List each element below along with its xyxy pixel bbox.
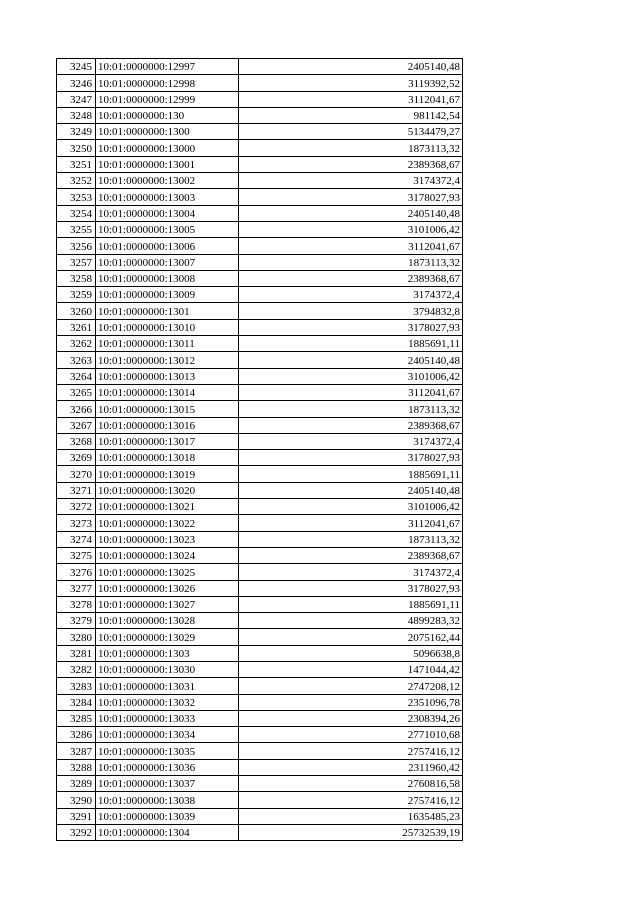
cadastral-number-cell: 10:01:0000000:13022: [96, 515, 239, 531]
cadastral-number-cell: 10:01:0000000:13025: [96, 564, 239, 580]
row-number-cell: 3280: [57, 629, 96, 645]
row-number-cell: 3261: [57, 319, 96, 335]
cadastral-number-cell: 10:01:0000000:13008: [96, 270, 239, 286]
cadastral-value-cell: 5096638,8: [239, 645, 463, 661]
row-number-cell: 3253: [57, 189, 96, 205]
row-number-cell: 3285: [57, 710, 96, 726]
table-row: [57, 776, 463, 792]
row-number-cell: 3277: [57, 580, 96, 596]
cadastral-value-cell: 2771010,68: [239, 727, 463, 743]
row-number-cell: 3281: [57, 645, 96, 661]
table-row: [57, 205, 463, 221]
table-row: [57, 91, 463, 107]
row-number-cell: 3288: [57, 759, 96, 775]
cadastral-value-cell: 3174372,4: [239, 173, 463, 189]
cadastral-number-cell: 10:01:0000000:13033: [96, 710, 239, 726]
cadastral-value-cell: 2405140,48: [239, 205, 463, 221]
cadastral-number-cell: 10:01:0000000:13026: [96, 580, 239, 596]
cadastral-value-cell: 981142,54: [239, 107, 463, 123]
cadastral-value-cell: 3178027,93: [239, 450, 463, 466]
table-row: [57, 466, 463, 482]
row-number-cell: 3291: [57, 808, 96, 824]
row-number-cell: 3257: [57, 254, 96, 270]
cadastral-value-cell: 2075162,44: [239, 629, 463, 645]
row-number-cell: 3259: [57, 287, 96, 303]
row-number-cell: 3284: [57, 694, 96, 710]
table-row: [57, 694, 463, 710]
cadastral-value-cell: 2405140,48: [239, 482, 463, 498]
table-row: [57, 515, 463, 531]
cadastral-number-cell: 10:01:0000000:13027: [96, 596, 239, 612]
row-number-cell: 3246: [57, 75, 96, 91]
table-row: [57, 482, 463, 498]
cadastral-number-cell: 10:01:0000000:13002: [96, 173, 239, 189]
cadastral-number-cell: 10:01:0000000:13020: [96, 482, 239, 498]
row-number-cell: 3247: [57, 91, 96, 107]
table-row: [57, 384, 463, 400]
cadastral-number-cell: 10:01:0000000:13032: [96, 694, 239, 710]
cadastral-value-cell: 1873113,32: [239, 531, 463, 547]
cadastral-value-cell: 1873113,32: [239, 140, 463, 156]
row-number-cell: 3262: [57, 336, 96, 352]
cadastral-value-cell: 2389368,67: [239, 156, 463, 172]
table-row: [57, 613, 463, 629]
table-row: [57, 531, 463, 547]
cadastral-value-cell: 3178027,93: [239, 319, 463, 335]
cadastral-number-cell: 10:01:0000000:13035: [96, 743, 239, 759]
row-number-cell: 3268: [57, 433, 96, 449]
cadastral-value-cell: 2757416,12: [239, 743, 463, 759]
table-row: [57, 140, 463, 156]
cadastral-number-cell: 10:01:0000000:13004: [96, 205, 239, 221]
row-number-cell: 3286: [57, 727, 96, 743]
table-row: [57, 303, 463, 319]
table-row: [57, 401, 463, 417]
cadastral-value-cell: 2760816,58: [239, 776, 463, 792]
cadastral-number-cell: 10:01:0000000:13030: [96, 661, 239, 677]
row-number-cell: 3245: [57, 59, 96, 75]
cadastral-value-cell: 3174372,4: [239, 564, 463, 580]
cadastral-value-cell: 25732539,19: [239, 824, 463, 840]
row-number-cell: 3287: [57, 743, 96, 759]
table-row: [57, 433, 463, 449]
row-number-cell: 3290: [57, 792, 96, 808]
table-row: [57, 808, 463, 824]
cadastral-number-cell: 10:01:0000000:13023: [96, 531, 239, 547]
cadastral-value-cell: 3178027,93: [239, 580, 463, 596]
row-number-cell: 3270: [57, 466, 96, 482]
table-body: [57, 59, 463, 841]
table-row: [57, 254, 463, 270]
cadastral-number-cell: 10:01:0000000:13011: [96, 336, 239, 352]
cadastral-value-cell: 3101006,42: [239, 221, 463, 237]
row-number-cell: 3264: [57, 368, 96, 384]
row-number-cell: 3272: [57, 499, 96, 515]
cadastral-value-cell: 2351096,78: [239, 694, 463, 710]
table-row: [57, 319, 463, 335]
cadastral-value-cell: 4899283,32: [239, 613, 463, 629]
cadastral-value-cell: 3101006,42: [239, 499, 463, 515]
table-row: [57, 792, 463, 808]
row-number-cell: 3269: [57, 450, 96, 466]
table-row: [57, 629, 463, 645]
cadastral-number-cell: 10:01:0000000:13003: [96, 189, 239, 205]
table-row: [57, 352, 463, 368]
row-number-cell: 3271: [57, 482, 96, 498]
cadastral-number-cell: 10:01:0000000:13017: [96, 433, 239, 449]
row-number-cell: 3256: [57, 238, 96, 254]
cadastral-number-cell: 10:01:0000000:13010: [96, 319, 239, 335]
row-number-cell: 3289: [57, 776, 96, 792]
cadastral-value-cell: 1885691,11: [239, 466, 463, 482]
cadastral-value-cell: 2747208,12: [239, 678, 463, 694]
cadastral-value-cell: 2389368,67: [239, 270, 463, 286]
cadastral-number-cell: 10:01:0000000:130: [96, 107, 239, 123]
row-number-cell: 3252: [57, 173, 96, 189]
table-row: [57, 75, 463, 91]
cadastral-value-cell: 2405140,48: [239, 352, 463, 368]
table-row: [57, 59, 463, 75]
cadastral-value-cell: 3101006,42: [239, 368, 463, 384]
row-number-cell: 3283: [57, 678, 96, 694]
table-row: [57, 173, 463, 189]
row-number-cell: 3267: [57, 417, 96, 433]
row-number-cell: 3260: [57, 303, 96, 319]
cadastral-number-cell: 10:01:0000000:13021: [96, 499, 239, 515]
row-number-cell: 3274: [57, 531, 96, 547]
table-row: [57, 124, 463, 140]
cadastral-number-cell: 10:01:0000000:13001: [96, 156, 239, 172]
table-row: [57, 238, 463, 254]
table-row: [57, 743, 463, 759]
row-number-cell: 3273: [57, 515, 96, 531]
cadastral-value-cell: 1471044,42: [239, 661, 463, 677]
cadastral-number-cell: 10:01:0000000:13006: [96, 238, 239, 254]
cadastral-number-cell: 10:01:0000000:13038: [96, 792, 239, 808]
row-number-cell: 3275: [57, 547, 96, 563]
table-row: [57, 189, 463, 205]
cadastral-value-cell: 3112041,67: [239, 384, 463, 400]
cadastral-value-cell: 2308394,26: [239, 710, 463, 726]
table-row: [57, 221, 463, 237]
cadastral-number-cell: 10:01:0000000:13031: [96, 678, 239, 694]
cadastral-value-cell: 2389368,67: [239, 417, 463, 433]
cadastral-number-cell: 10:01:0000000:1300: [96, 124, 239, 140]
row-number-cell: 3251: [57, 156, 96, 172]
row-number-cell: 3254: [57, 205, 96, 221]
cadastral-number-cell: 10:01:0000000:12999: [96, 91, 239, 107]
cadastral-value-cell: 3112041,67: [239, 238, 463, 254]
table-row: [57, 759, 463, 775]
table-row: [57, 661, 463, 677]
cadastral-number-cell: 10:01:0000000:1303: [96, 645, 239, 661]
cadastral-number-cell: 10:01:0000000:13015: [96, 401, 239, 417]
cadastral-number-cell: 10:01:0000000:13036: [96, 759, 239, 775]
row-number-cell: 3258: [57, 270, 96, 286]
cadastral-value-cell: 3174372,4: [239, 433, 463, 449]
table-row: [57, 710, 463, 726]
cadastral-number-cell: 10:01:0000000:13000: [96, 140, 239, 156]
row-number-cell: 3265: [57, 384, 96, 400]
cadastral-number-cell: 10:01:0000000:13014: [96, 384, 239, 400]
table-row: [57, 564, 463, 580]
cadastral-value-cell: 1885691,11: [239, 336, 463, 352]
cadastral-value-cell: 3174372,4: [239, 287, 463, 303]
row-number-cell: 3249: [57, 124, 96, 140]
cadastral-number-cell: 10:01:0000000:13029: [96, 629, 239, 645]
cadastral-number-cell: 10:01:0000000:1304: [96, 824, 239, 840]
row-number-cell: 3266: [57, 401, 96, 417]
row-number-cell: 3279: [57, 613, 96, 629]
cadastral-number-cell: 10:01:0000000:13009: [96, 287, 239, 303]
table-row: [57, 727, 463, 743]
row-number-cell: 3248: [57, 107, 96, 123]
cadastral-number-cell: 10:01:0000000:13013: [96, 368, 239, 384]
cadastral-value-cell: 2311960,42: [239, 759, 463, 775]
cadastral-number-cell: 10:01:0000000:13016: [96, 417, 239, 433]
cadastral-value-cell: 3178027,93: [239, 189, 463, 205]
table-row: [57, 450, 463, 466]
cadastral-value-cell: 1873113,32: [239, 254, 463, 270]
cadastral-number-cell: 10:01:0000000:13034: [96, 727, 239, 743]
row-number-cell: 3276: [57, 564, 96, 580]
cadastral-value-cell: 1885691,11: [239, 596, 463, 612]
cadastral-number-cell: 10:01:0000000:12997: [96, 59, 239, 75]
table-row: [57, 107, 463, 123]
table-row: [57, 499, 463, 515]
cadastral-value-cell: 2389368,67: [239, 547, 463, 563]
cadastral-value-cell: 1635485,23: [239, 808, 463, 824]
table-row: [57, 417, 463, 433]
row-number-cell: 3250: [57, 140, 96, 156]
table-row: [57, 824, 463, 840]
cadastral-value-cell: 2757416,12: [239, 792, 463, 808]
cadastral-value-cell: 3112041,67: [239, 515, 463, 531]
table-row: [57, 547, 463, 563]
cadastral-number-cell: 10:01:0000000:12998: [96, 75, 239, 91]
cadastral-value-cell: 3112041,67: [239, 91, 463, 107]
table-row: [57, 287, 463, 303]
cadastral-values-table: [56, 58, 463, 841]
cadastral-number-cell: 10:01:0000000:13039: [96, 808, 239, 824]
table-row: [57, 336, 463, 352]
row-number-cell: 3255: [57, 221, 96, 237]
cadastral-number-cell: 10:01:0000000:13005: [96, 221, 239, 237]
cadastral-number-cell: 10:01:0000000:13012: [96, 352, 239, 368]
row-number-cell: 3278: [57, 596, 96, 612]
table-row: [57, 580, 463, 596]
table-row: [57, 678, 463, 694]
row-number-cell: 3263: [57, 352, 96, 368]
table-row: [57, 156, 463, 172]
table-row: [57, 270, 463, 286]
table-row: [57, 645, 463, 661]
cadastral-number-cell: 10:01:0000000:13019: [96, 466, 239, 482]
cadastral-value-cell: 1873113,32: [239, 401, 463, 417]
row-number-cell: 3292: [57, 824, 96, 840]
cadastral-value-cell: 3794832,8: [239, 303, 463, 319]
cadastral-number-cell: 10:01:0000000:13028: [96, 613, 239, 629]
cadastral-value-cell: 3119392,52: [239, 75, 463, 91]
cadastral-number-cell: 10:01:0000000:1301: [96, 303, 239, 319]
row-number-cell: 3282: [57, 661, 96, 677]
cadastral-number-cell: 10:01:0000000:13018: [96, 450, 239, 466]
cadastral-value-cell: 5134479,27: [239, 124, 463, 140]
cadastral-number-cell: 10:01:0000000:13037: [96, 776, 239, 792]
table-row: [57, 368, 463, 384]
cadastral-value-cell: 2405140,48: [239, 59, 463, 75]
table-row: [57, 596, 463, 612]
cadastral-number-cell: 10:01:0000000:13007: [96, 254, 239, 270]
cadastral-number-cell: 10:01:0000000:13024: [96, 547, 239, 563]
